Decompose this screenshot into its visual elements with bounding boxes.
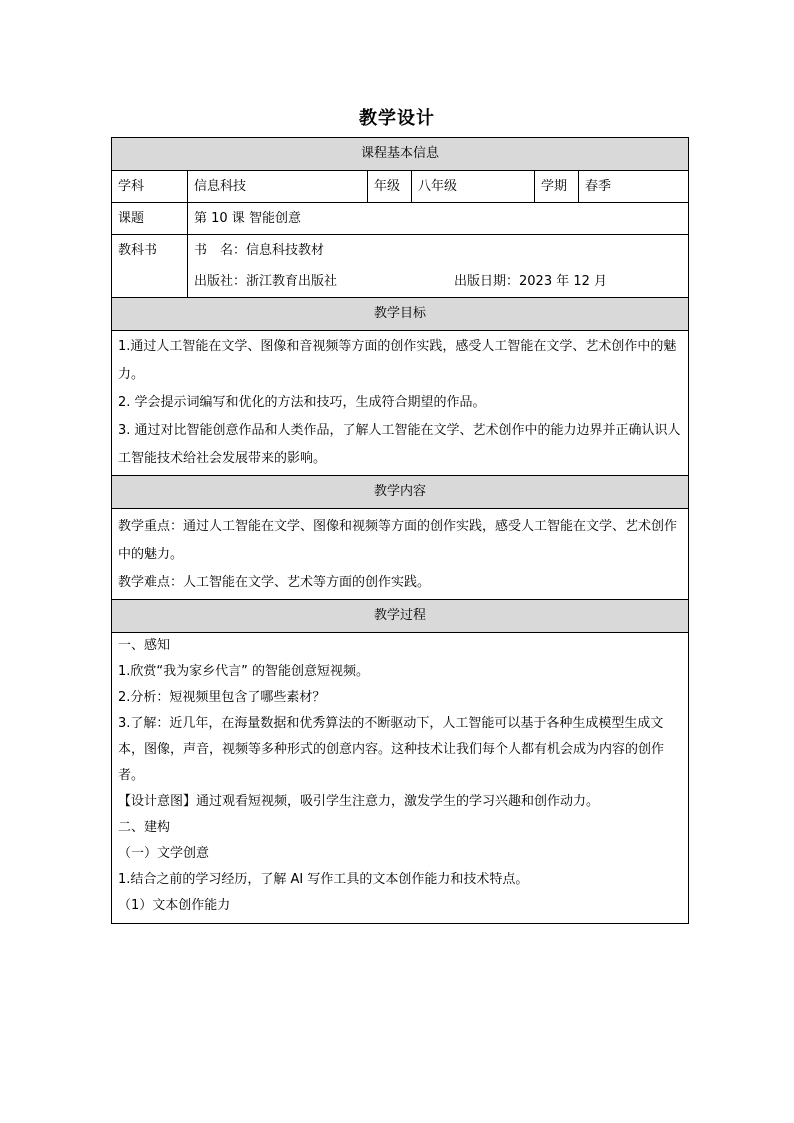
lesson-plan-table: [111, 137, 689, 924]
document-title: 教学设计: [359, 108, 435, 129]
key-point-text: 教学重点：通过人工智能在文学、图像和视频等方面的创作实践，感受人工智能在文学、艺术创作中的魅力。: [118, 519, 678, 562]
process-line: 3.了解：近几年，在海量数据和优秀算法的不断驱动下，人工智能可以基于各种生成模型生成文本，图像，声音，视频等多种形式的创意内容。这种技术让我们每个人都有机会成为内容的创作者。: [118, 716, 665, 783]
design-intent-line: 【设计意图】通过观看短视频，吸引学生注意力，激发学生的学习兴趣和创作动力。: [118, 794, 600, 809]
section-header-basic-info: 课程基本信息: [112, 138, 689, 171]
section-header-content: 教学内容: [112, 476, 689, 509]
publisher: 出版社：浙江教育出版社: [194, 273, 338, 289]
process-line: （1）文本创作能力: [118, 898, 231, 913]
book-name: 书 名：信息科技教材: [194, 242, 325, 258]
section-header-goals: 教学目标: [112, 298, 689, 331]
goal-item-2: 2. 学会提示词编写和优化的方法和技巧，生成符合期望的作品。: [118, 395, 486, 410]
process-line: 一、感知: [118, 638, 171, 653]
subject-label: 学科: [112, 171, 188, 203]
subject-value: 信息科技: [188, 171, 368, 203]
process-line: 1.结合之前的学习经历，了解 AI 写作工具的文本创作能力和技术特点。: [118, 872, 529, 887]
topic-value: 第 10 课 智能创意: [188, 203, 689, 235]
textbook-label: 教科书: [118, 242, 158, 258]
publish-date: 出版日期：2023 年 12 月: [454, 273, 608, 289]
process-line: （一）文学创意: [118, 846, 210, 861]
topic-label: 课题: [112, 203, 188, 235]
term-value: 春季: [579, 171, 689, 203]
process-line: 2.分析：短视频里包含了哪些素材？: [118, 690, 326, 705]
goal-item-3: 3. 通过对比智能创意作品和人类作品，了解人工智能在文学、艺术创作中的能力边界并正确认识人工智能技术给社会发展带来的影响。: [118, 423, 681, 466]
process-line: 二、建构: [118, 820, 171, 835]
section-header-process: 教学过程: [112, 600, 689, 633]
grade-value: 八年级: [412, 171, 535, 203]
grade-label: 年级: [368, 171, 412, 203]
term-label: 学期: [535, 171, 579, 203]
goal-item-1: 1.通过人工智能在文学、图像和音视频等方面的创作实践，感受人工智能在文学、艺术创作中的魅力。: [118, 339, 677, 382]
difficulty-text: 教学难点：人工智能在文学、艺术等方面的创作实践。: [118, 575, 431, 590]
process-line: 1.欣赏“我为家乡代言” 的智能创意短视频。: [118, 664, 370, 679]
